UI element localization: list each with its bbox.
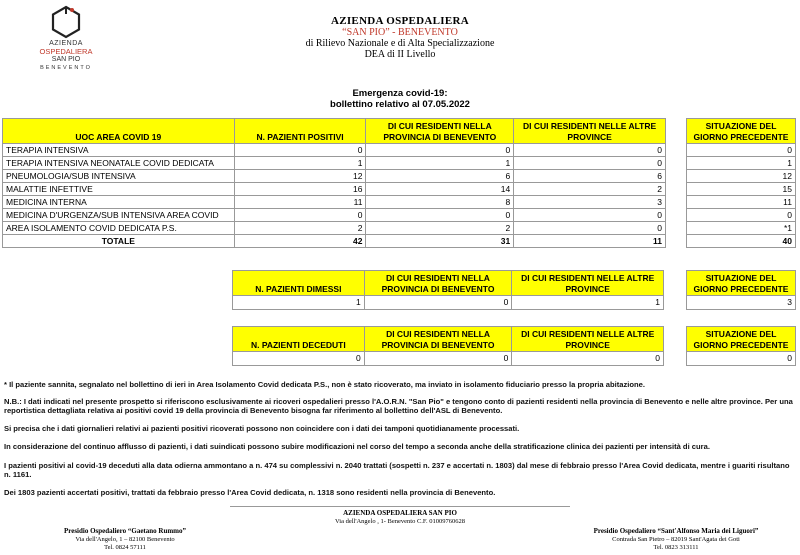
- col-header-prev: SITUAZIONE DEL GIORNO PRECEDENTE: [687, 327, 796, 352]
- row-bn: 0: [366, 209, 514, 222]
- total-bn: 31: [366, 235, 514, 248]
- row-altre: 6: [514, 170, 666, 183]
- header-subtitle: “SAN PIO” - BENEVENTO: [342, 27, 458, 38]
- logo-line4: BENEVENTO: [40, 65, 92, 71]
- prev-day-table: [686, 118, 796, 248]
- dimessi-value: 1: [233, 296, 365, 310]
- footer-right-phone: Tel. 0823 313111: [653, 544, 699, 551]
- deceduti-bn-value: 0: [364, 352, 512, 366]
- prev-value: 12: [687, 170, 796, 183]
- row-altre: 3: [514, 196, 666, 209]
- col-header-prev: SITUAZIONE DEL GIORNO PRECEDENTE: [687, 119, 796, 144]
- row-bn: 14: [366, 183, 514, 196]
- row-positivi: 16: [234, 183, 366, 196]
- row-bn: 8: [366, 196, 514, 209]
- header-line4: DEA di II Livello: [364, 49, 436, 60]
- dimessi-prev-value: 3: [687, 296, 796, 310]
- row-altre: 0: [514, 209, 666, 222]
- footer-center: [240, 509, 560, 526]
- prev-total: 40: [687, 235, 796, 248]
- row-bn: 1: [366, 157, 514, 170]
- table-row: [3, 157, 666, 170]
- row-bn: 6: [366, 170, 514, 183]
- row-positivi: 12: [234, 170, 366, 183]
- footer-right-title: Presidio Ospedaliero “Sant'Alfonso Maria dei Liguori”: [593, 527, 759, 535]
- note-accertati: Dei 1803 pazienti accertati positivi, trattati da febbraio presso l'Area Covid dedicata, n. 1318 sono residenti nella provincia di Benevento.: [4, 488, 496, 497]
- row-positivi: 1: [234, 157, 366, 170]
- total-label: TOTALE: [3, 235, 235, 248]
- header-line3: di Rilievo Nazionale e di Alta Specializzazione: [305, 38, 495, 49]
- report-heading: [240, 88, 560, 110]
- footer-divider: [230, 506, 570, 507]
- note-deceduti: I pazienti positivi al covid-19 deceduti alla data odierna ammontano a n. 474 su complessivi n. 2040 trattati (sospetti n. 237 e accertati n. 1803) dal mese di febbraio presso l'Area Covid dedicata, mentre i guariti risultano n. 1161.: [4, 461, 790, 479]
- footer-center-address: Via dell'Angelo , 1- Benevento C.F. 01009760628: [334, 518, 466, 525]
- footer-right: [566, 527, 786, 552]
- col-header-altre: DI CUI RESIDENTI NELLE ALTRE PROVINCE: [514, 119, 666, 144]
- logo-line1: AZIENDA: [49, 40, 83, 47]
- footer-left: [40, 527, 210, 552]
- main-table: [2, 118, 666, 248]
- col-header-positivi: N. PAZIENTI POSITIVI: [234, 119, 366, 144]
- note-afflusso: In considerazione del continuo afflusso di pazienti, i dati suindicati possono subire modificazioni nel corso del tempo a seconda anche della stratificazione clinica dei pazienti per intensità di cura.: [4, 442, 710, 451]
- total-positivi: 42: [234, 235, 366, 248]
- footer-left-phone: Tel. 0824 57111: [104, 544, 146, 551]
- row-positivi: 0: [234, 144, 366, 157]
- note-nb: N.B.: I dati indicati nel presente prospetto si riferiscono esclusivamente ai ricoveri ospedalieri presso l'A.O.R.N. "San Pio" e tengono conto di pazienti residenti nella provincia di Benevento e nelle altre province. Per una reportistica dettagliata relativa ai positivi covid 19 della provincia di Benevento bisogna far riferimento al bollettino dell'ASL di Benevento.: [4, 397, 793, 415]
- row-altre: 0: [514, 144, 666, 157]
- row-altre: 0: [514, 222, 666, 235]
- row-name: MEDICINA D'URGENZA/SUB INTENSIVA AREA COVID: [3, 209, 235, 222]
- footer-center-title: AZIENDA OSPEDALIERA SAN PIO: [343, 509, 457, 517]
- row-bn: 2: [366, 222, 514, 235]
- deceduti-value: 0: [233, 352, 365, 366]
- row-name: TERAPIA INTENSIVA NEONATALE COVID DEDICATA: [3, 157, 235, 170]
- total-altre: 11: [514, 235, 666, 248]
- col-header-deceduti: N. PAZIENTI DECEDUTI: [233, 327, 365, 352]
- row-positivi: 2: [234, 222, 366, 235]
- col-header-uoc: UOC AREA COVID 19: [3, 119, 235, 144]
- col-header-prev: SITUAZIONE DEL GIORNO PRECEDENTE: [687, 271, 796, 296]
- logo-line2: OSPEDALIERA: [39, 47, 93, 56]
- footer-left-title: Presidio Ospedaliero “Gaetano Rummo”: [63, 527, 187, 535]
- footer-left-address: Via dell'Angelo, 1 – 82100 Benevento: [75, 536, 175, 543]
- row-positivi: 11: [234, 196, 366, 209]
- prev-value: 0: [687, 209, 796, 222]
- col-header-bn: DI CUI RESIDENTI NELLA PROVINCIA DI BENEVENTO: [366, 119, 514, 144]
- prev-value: 1: [687, 157, 796, 170]
- row-name: MALATTIE INFETTIVE: [3, 183, 235, 196]
- row-positivi: 0: [234, 209, 366, 222]
- col-header-bn: DI CUI RESIDENTI NELLA PROVINCIA DI BENEVENTO: [364, 271, 512, 296]
- note-tamponi: Si precisa che i dati giornalieri relativi ai pazienti positivi ricoverati possono non coincidere con i dati dei tamponi quotidianamente processati.: [4, 424, 520, 433]
- row-name: TERAPIA INTENSIVA: [3, 144, 235, 157]
- report-title: Emergenza covid-19:: [352, 88, 448, 99]
- dimessi-prev-table: [686, 270, 796, 310]
- total-row: [3, 235, 666, 248]
- footer-right-address: Contrada San Pietro – 82019 Sant'Agata dei Goti: [612, 536, 740, 543]
- col-header-altre: DI CUI RESIDENTI NELLE ALTRE PROVINCE: [512, 327, 664, 352]
- row-name: PNEUMOLOGIA/SUB INTENSIVA: [3, 170, 235, 183]
- header-title: AZIENDA OSPEDALIERA: [330, 15, 470, 27]
- col-header-bn: DI CUI RESIDENTI NELLA PROVINCIA DI BENEVENTO: [364, 327, 512, 352]
- hospital-logo: [26, 4, 106, 82]
- prev-value: *1: [687, 222, 796, 235]
- dimessi-table: [232, 270, 664, 310]
- row-name: MEDICINA INTERNA: [3, 196, 235, 209]
- row-altre: 0: [514, 157, 666, 170]
- document-header: [240, 16, 560, 60]
- deceduti-altre-value: 0: [512, 352, 664, 366]
- deceduti-prev-table: [686, 326, 796, 366]
- col-header-altre: DI CUI RESIDENTI NELLE ALTRE PROVINCE: [512, 271, 664, 296]
- report-subtitle: bollettino relativo al 07.05.2022: [330, 99, 470, 110]
- hexagon-logo-icon: [48, 4, 84, 40]
- dimessi-bn-value: 0: [364, 296, 512, 310]
- row-altre: 2: [514, 183, 666, 196]
- deceduti-prev-value: 0: [687, 352, 796, 366]
- table-row: [3, 196, 666, 209]
- col-header-dimessi: N. PAZIENTI DIMESSI: [233, 271, 365, 296]
- logo-line3: SAN PIO: [51, 56, 81, 63]
- row-name: AREA ISOLAMENTO COVID DEDICATA P.S.: [3, 222, 235, 235]
- table-row: [3, 209, 666, 222]
- prev-value: 15: [687, 183, 796, 196]
- prev-value: 11: [687, 196, 796, 209]
- note-asterisk: * Il paziente sannita, segnalato nel bollettino di ieri in Area Isolamento Covid dedicata P.S., non è stato ricoverato, ma inviato in isolamento fiduciario presso la propria abitazione.: [4, 380, 645, 389]
- dimessi-altre-value: 1: [512, 296, 664, 310]
- deceduti-table: [232, 326, 664, 366]
- table-row: [3, 222, 666, 235]
- table-row: [3, 170, 666, 183]
- prev-value: 0: [687, 144, 796, 157]
- table-row: [3, 144, 666, 157]
- table-row: [3, 183, 666, 196]
- row-bn: 0: [366, 144, 514, 157]
